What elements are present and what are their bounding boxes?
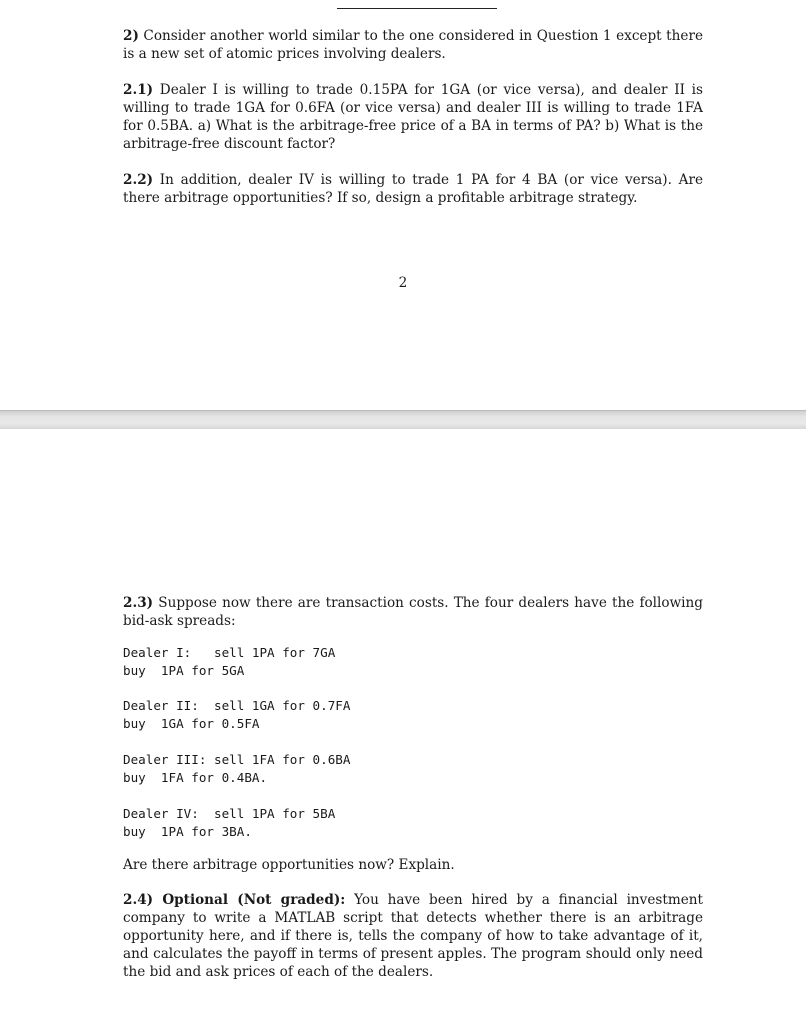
buy-line: buy 1PA for 3BA.: [123, 824, 252, 839]
question-number: 2): [123, 28, 139, 44]
dealer-i-quote: [123, 644, 335, 680]
question-text: Dealer I is willing to trade 0.15PA for 1GA (or vice versa), and dealer II is willing to trade 1GA for 0.6FA (or vice versa) and dealer III is willing to trade 1FA for 0.5BA. a) What is the arbitrage-free price of a BA in terms of PA? b) What is the arbitrage-free discount factor?: [123, 82, 703, 152]
question-text: Suppose now there are transaction costs. The four dealers have the following bid-ask spreads:: [123, 595, 703, 629]
dealer-iv-quote: [123, 805, 335, 841]
question-number: 2.1): [123, 82, 154, 98]
document-page-2: [0, 429, 806, 1024]
question-number: 2.3): [123, 595, 154, 611]
question-text: In addition, dealer IV is willing to trade 1 PA for 4 BA (or vice versa). Are there arbitrage opportunities? If so, design a profitable arbitrage strategy.: [123, 172, 703, 206]
optional-label: Optional (Not graded):: [153, 892, 346, 908]
question-text: Consider another world similar to the one considered in Question 1 except there is a new set of atomic prices involving dealers.: [123, 28, 703, 62]
sell-line: Dealer IV: sell 1PA for 5BA: [123, 806, 336, 821]
question-2-4-paragraph: [123, 891, 703, 981]
document-page-1: [0, 0, 806, 410]
question-number: 2.2): [123, 172, 154, 188]
question-2-2-paragraph: [123, 171, 703, 207]
dealer-ii-quote: [123, 697, 350, 733]
buy-line: buy 1GA for 0.5FA: [123, 716, 260, 731]
footnote-rule: [337, 8, 497, 9]
question-text: You have been hired by a financial investment company to write a MATLAB script that detects whether there is an arbitrage opportunity here, and if there is, tells the company of how to take advantage of it, and calculates the payoff in terms of present apples. The program should only need the bid and ask prices of each of the dealers.: [123, 892, 704, 980]
sell-line: Dealer I: sell 1PA for 7GA: [123, 645, 336, 660]
sell-line: Dealer II: sell 1GA for 0.7FA: [123, 698, 351, 713]
arbitrage-question: Are there arbitrage opportunities now? Explain.: [123, 857, 455, 873]
page-number: 2: [398, 275, 408, 291]
question-number: 2.4): [123, 892, 154, 908]
question-2-3-paragraph: [123, 594, 703, 630]
buy-line: buy 1PA for 5GA: [123, 663, 245, 678]
question-2-1-paragraph: [123, 81, 703, 153]
dealer-iii-quote: [123, 751, 350, 787]
buy-line: buy 1FA for 0.4BA.: [123, 770, 268, 785]
sell-line: Dealer III: sell 1FA for 0.6BA: [123, 752, 351, 767]
page-separator: [0, 410, 806, 430]
question-2-paragraph: [123, 27, 703, 63]
